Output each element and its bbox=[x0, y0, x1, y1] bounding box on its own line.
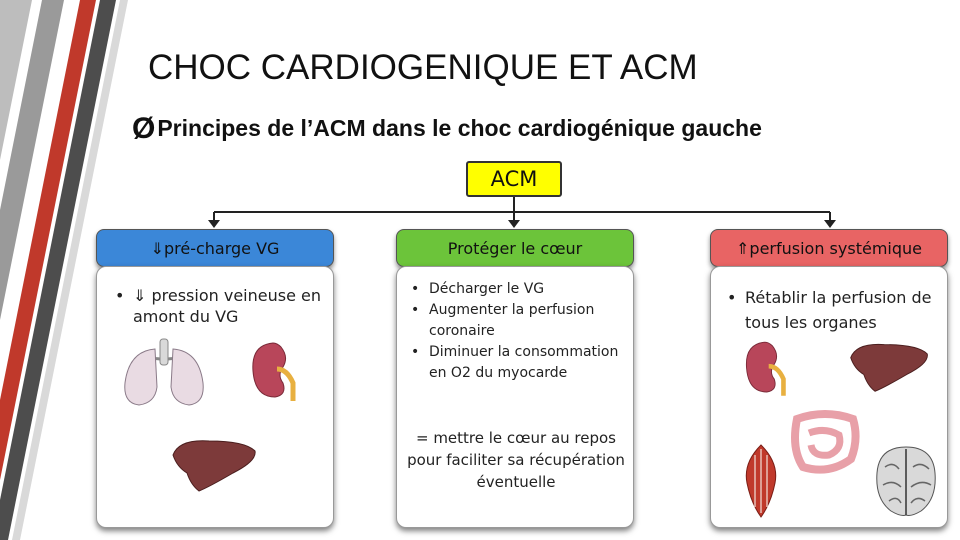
bullet-list bbox=[407, 279, 629, 384]
panel-protect-heart bbox=[396, 266, 634, 528]
summary-note: = mettre le cœur au repos pour faciliter sa récupération éventuelle bbox=[407, 429, 625, 491]
panel-precharge bbox=[96, 266, 334, 528]
panel-perfusion bbox=[710, 266, 948, 528]
kidney-icon bbox=[741, 337, 789, 399]
bullet-list bbox=[723, 285, 945, 335]
branch-header-precharge: ⇓pré-charge VG bbox=[96, 229, 334, 267]
page-title: CHOC CARDIOGENIQUE ET ACM bbox=[148, 48, 698, 87]
liver-icon bbox=[847, 339, 931, 395]
bullet-item: • Diminuer la consommation en O2 du myocarde bbox=[407, 342, 629, 384]
liver-icon bbox=[169, 435, 259, 495]
bullet-item: • ⇓ pression veineuse en amont du VG bbox=[111, 285, 329, 327]
bullet-item: • Augmenter la perfusion coronaire bbox=[407, 300, 629, 342]
bullet-item: • Décharger le VG bbox=[407, 279, 629, 300]
subtitle-text: Principes de l’ACM dans le choc cardiogénique gauche bbox=[157, 115, 762, 141]
branch-header-protect-heart: Protéger le cœur bbox=[396, 229, 634, 267]
bullet-item: • Rétablir la perfusion de tous les organes bbox=[723, 285, 945, 335]
intestine-icon bbox=[789, 409, 861, 479]
root-node-acm: ACM bbox=[466, 161, 562, 197]
branch-header-perfusion: ⇑perfusion systémique bbox=[710, 229, 948, 267]
arrow-bullet-icon: Ø bbox=[132, 112, 156, 145]
brain-icon bbox=[871, 443, 941, 519]
kidney-icon bbox=[247, 339, 299, 403]
lungs-icon bbox=[119, 337, 209, 409]
muscle-icon bbox=[741, 443, 781, 519]
bullet-list bbox=[111, 285, 329, 327]
